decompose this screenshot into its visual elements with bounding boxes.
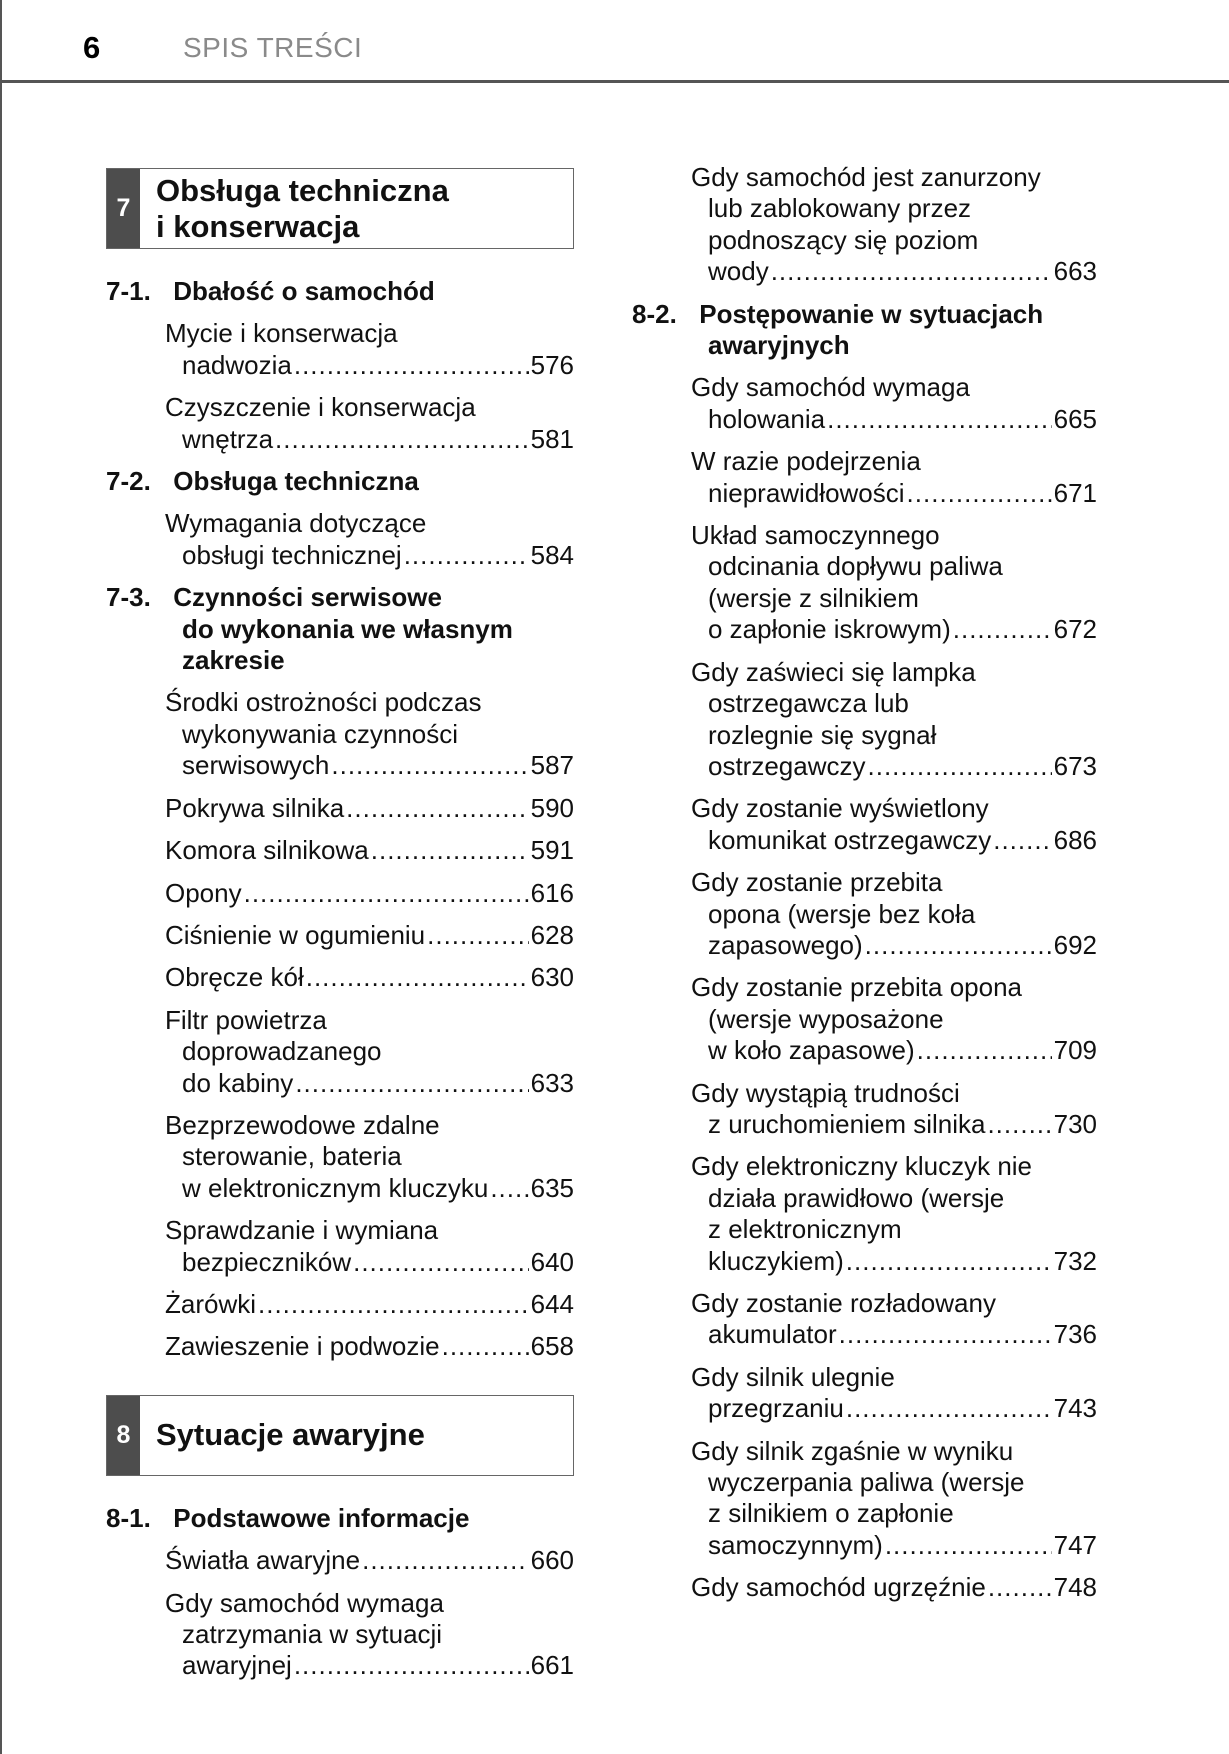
- toc-entry-text: wody: [708, 256, 769, 287]
- toc-entry[interactable]: [632, 1078, 1097, 1141]
- toc-entry-text: komunikat ostrzegawczy: [708, 824, 992, 855]
- toc-entry-line: [691, 825, 1097, 856]
- toc-entry-line: [691, 1246, 1097, 1277]
- toc-entry-text: Obręcze kół: [165, 962, 304, 993]
- section-heading-8-1[interactable]: [106, 1503, 574, 1534]
- page-ref[interactable]: 590: [530, 792, 574, 823]
- page-ref[interactable]: 576: [530, 349, 574, 380]
- dot-leader: [868, 751, 1052, 782]
- toc-entry-text: akumulator: [708, 1319, 837, 1350]
- toc-entry-line: [691, 1393, 1097, 1424]
- page-edge: [0, 0, 2, 1754]
- section-heading-7-3[interactable]: [106, 582, 574, 676]
- toc-entry[interactable]: [632, 1572, 1097, 1603]
- dot-leader: [294, 1650, 529, 1681]
- section-heading-7-2[interactable]: [106, 466, 574, 497]
- toc-entry-text: Ciśnienie w ogumieniu: [165, 919, 426, 950]
- toc-entry-line: [165, 1005, 574, 1036]
- page-ref[interactable]: 730: [1053, 1108, 1097, 1139]
- page-ref[interactable]: 644: [530, 1288, 574, 1319]
- toc-entry-line: [165, 1289, 574, 1320]
- page-ref[interactable]: 660: [530, 1545, 574, 1576]
- section-title: do wykonania we własnym: [182, 613, 513, 644]
- dot-leader: [993, 825, 1051, 856]
- toc-entry-text: Czyszczenie i konserwacja: [165, 392, 476, 423]
- toc-left-column: [106, 168, 574, 1682]
- section-heading-line: [106, 1503, 574, 1534]
- toc-entry-line: [691, 867, 1097, 898]
- toc-entry[interactable]: [632, 1436, 1097, 1562]
- toc-entry-text: holowania: [708, 403, 826, 434]
- toc-entry[interactable]: [106, 1331, 574, 1362]
- dot-leader: [839, 1319, 1052, 1350]
- chapter-header-8[interactable]: [106, 1395, 574, 1476]
- toc-entry-line: [691, 551, 1097, 582]
- toc-entry[interactable]: [632, 1288, 1097, 1351]
- page-ref[interactable]: 587: [530, 750, 574, 781]
- toc-entry-line: [691, 520, 1097, 551]
- toc-entry-line: [691, 372, 1097, 403]
- dot-leader: [258, 1289, 529, 1320]
- toc-entry-text: odcinania dopływu paliwa: [708, 551, 1003, 582]
- page-ref[interactable]: 581: [530, 423, 574, 454]
- toc-entry-line: [691, 1498, 1097, 1529]
- page-ref[interactable]: 736: [1053, 1319, 1097, 1350]
- page-ref[interactable]: 661: [530, 1650, 574, 1681]
- toc-entry-text: zapasowego): [708, 929, 863, 960]
- section-heading-line: [106, 645, 574, 676]
- toc-entry-line: [691, 162, 1097, 193]
- page-ref[interactable]: 748: [1053, 1572, 1097, 1603]
- toc-entry-line: [691, 793, 1097, 824]
- toc-entry-text: W razie podejrzenia: [691, 446, 921, 477]
- dot-leader: [771, 256, 1052, 287]
- section-number: 8-2.: [632, 298, 677, 329]
- section-heading-7-1[interactable]: [106, 276, 574, 307]
- toc-entry-text: Filtr powietrza: [165, 1004, 327, 1035]
- toc-entry[interactable]: [106, 1110, 574, 1204]
- chapter-title-line: i konserwacja: [156, 208, 360, 244]
- dot-leader: [953, 614, 1052, 645]
- dot-leader: [865, 930, 1052, 961]
- page-ref[interactable]: 591: [530, 835, 574, 866]
- toc-entry[interactable]: [106, 687, 574, 781]
- toc-entry-text: bezpieczników: [182, 1246, 352, 1277]
- section-title: Postępowanie w sytuacjach: [699, 298, 1044, 329]
- header-divider: [0, 80, 1229, 83]
- toc-entry-text: wykonywania czynności: [182, 718, 459, 749]
- dot-leader: [827, 404, 1052, 435]
- page-ref[interactable]: 640: [530, 1246, 574, 1277]
- toc-entry-line: [691, 1362, 1097, 1393]
- dot-leader: [275, 424, 529, 455]
- toc-entry-line: [691, 1078, 1097, 1109]
- toc-entry[interactable]: [632, 972, 1097, 1066]
- toc-entry-text: Gdy wystąpią trudności: [691, 1077, 960, 1108]
- toc-entry[interactable]: [632, 657, 1097, 783]
- toc-entry-line: [165, 1545, 574, 1576]
- dot-leader: [404, 540, 529, 571]
- toc-entry-text: Sprawdzanie i wymiana: [165, 1215, 439, 1246]
- chapter-title-line: Obsługa techniczna: [156, 172, 449, 208]
- section-title: Czynności serwisowe: [173, 582, 442, 613]
- chapter-title-line: Sytuacje awaryjne: [156, 1417, 425, 1453]
- toc-entry-text: opona (wersje bez koła: [708, 898, 976, 929]
- toc-entry-line: [165, 1331, 574, 1362]
- toc-entry-line: [165, 719, 574, 750]
- toc-entry-line: [165, 687, 574, 718]
- page-ref[interactable]: 692: [1053, 929, 1097, 960]
- page-ref[interactable]: 672: [1053, 614, 1097, 645]
- section-number: 7-3.: [106, 582, 151, 613]
- toc-entry[interactable]: [106, 318, 574, 381]
- toc-entry-text: (wersje wyposażone: [708, 1003, 944, 1034]
- dot-leader: [885, 1530, 1052, 1561]
- dot-leader: [427, 920, 528, 951]
- dot-leader: [331, 750, 528, 781]
- toc-entry-text: Gdy zostanie rozładowany: [691, 1288, 996, 1318]
- toc-entry[interactable]: [106, 1005, 574, 1099]
- dot-leader: [346, 793, 528, 824]
- toc-entry-line: [165, 793, 574, 824]
- page-ref[interactable]: 673: [1053, 750, 1097, 781]
- toc-entry-line: [691, 688, 1097, 719]
- toc-entry-line: [165, 1173, 574, 1204]
- toc-entry-text: w koło zapasowe): [708, 1035, 915, 1066]
- toc-entry-line: [165, 878, 574, 909]
- toc-entry-line: [691, 1214, 1097, 1245]
- toc-entry-line: [691, 751, 1097, 782]
- section-heading-line: [632, 330, 1097, 361]
- page-number: 6: [83, 30, 101, 65]
- toc-entry-line: [691, 193, 1097, 224]
- toc-entry-text: kluczykiem): [708, 1245, 844, 1276]
- toc-entry-line: [165, 1650, 574, 1681]
- toc-entry-line: [165, 424, 574, 455]
- toc-entry-text: podnoszący się poziom: [708, 224, 979, 255]
- page-ref[interactable]: 628: [530, 919, 574, 950]
- toc-entry-line: [691, 1436, 1097, 1467]
- toc-entry[interactable]: [632, 520, 1097, 646]
- toc-entry-text: zatrzymania w sytuacji: [182, 1619, 443, 1649]
- section-heading-line: [106, 466, 574, 497]
- toc-entry-line: [165, 1247, 574, 1278]
- toc-entry-text: do kabiny: [182, 1067, 294, 1098]
- toc-entry-line: [691, 930, 1097, 961]
- section-title: Dbałość o samochód: [173, 276, 435, 306]
- dot-leader: [294, 350, 529, 381]
- toc-entry-line: [165, 508, 574, 539]
- toc-entry-line: [691, 899, 1097, 930]
- toc-entry[interactable]: [632, 1362, 1097, 1425]
- page-ref[interactable]: 663: [1053, 256, 1097, 287]
- toc-entry-line: [165, 1110, 574, 1141]
- section-heading-line: [106, 582, 574, 613]
- toc-entry-line: [691, 657, 1097, 688]
- toc-entry-line: [165, 1619, 574, 1650]
- dot-leader: [362, 1545, 529, 1576]
- toc-entry-text: (wersje z silnikiem: [708, 582, 919, 613]
- chapter-title: [140, 1396, 425, 1475]
- toc-entry[interactable]: [632, 793, 1097, 856]
- page-ref[interactable]: 616: [530, 877, 574, 908]
- toc-entry-line: [165, 835, 574, 866]
- toc-entry-text: Żarówki: [165, 1288, 257, 1319]
- dot-leader: [917, 1035, 1052, 1066]
- section-title: Podstawowe informacje: [173, 1502, 470, 1533]
- section-heading-line: [632, 299, 1097, 330]
- toc-entry-text: w elektronicznym kluczyku: [182, 1172, 489, 1203]
- toc-entry-text: Gdy elektroniczny kluczyk nie: [691, 1151, 1033, 1182]
- toc-entry-line: [691, 720, 1097, 751]
- toc-entry-text: samoczynnym): [708, 1529, 883, 1560]
- toc-entry[interactable]: [106, 1588, 574, 1682]
- toc-entry-text: Bezprzewodowe zdalne: [165, 1109, 440, 1140]
- toc-entry-text: Gdy samochód ugrzęźnie: [691, 1572, 986, 1603]
- toc-entry-line: [165, 1215, 574, 1246]
- page-title: SPIS TREŚCI: [183, 32, 363, 63]
- toc-entry-line: [691, 583, 1097, 614]
- toc-entry[interactable]: [106, 878, 574, 909]
- toc-entry-text: działa prawidłowo (wersje: [708, 1182, 1005, 1213]
- dot-leader: [306, 962, 529, 993]
- toc-entry-text: obsługi technicznej: [182, 539, 402, 570]
- toc-entry[interactable]: [106, 392, 574, 455]
- toc-entry-line: [691, 404, 1097, 435]
- dot-leader: [442, 1331, 529, 1362]
- dot-leader: [490, 1173, 528, 1204]
- page-ref[interactable]: 665: [1053, 403, 1097, 434]
- toc-entry-text: doprowadzanego: [182, 1036, 382, 1067]
- section-heading-8-2[interactable]: [632, 299, 1097, 362]
- page-ref[interactable]: 747: [1053, 1529, 1097, 1560]
- toc-entry-line: [691, 1004, 1097, 1035]
- toc-entry-text: Światła awaryjne: [165, 1545, 361, 1576]
- toc-entry-text: Gdy zostanie przebita opona: [691, 972, 1022, 1003]
- toc-entry-text: Gdy samochód wymaga: [691, 372, 970, 403]
- toc-entry[interactable]: [632, 867, 1097, 961]
- chapter-title: [140, 169, 449, 248]
- toc-entry-line: [165, 1588, 574, 1619]
- toc-entry-line: [691, 1530, 1097, 1561]
- dot-leader: [988, 1572, 1052, 1603]
- section-number: 7-1.: [106, 276, 151, 306]
- toc-entry[interactable]: [106, 793, 574, 824]
- toc-entry-line: [165, 1141, 574, 1172]
- toc-entry-text: przegrzaniu: [708, 1393, 844, 1424]
- toc-entry-text: Gdy samochód wymaga: [165, 1587, 444, 1618]
- toc-entry-line: [165, 318, 574, 349]
- toc-entry-line: [165, 392, 574, 423]
- page-ref[interactable]: 633: [530, 1067, 574, 1098]
- dot-leader: [295, 1068, 528, 1099]
- section-title: awaryjnych: [708, 330, 850, 361]
- toc-entry-text: ostrzegawczy: [708, 750, 866, 781]
- toc-entry-text: Komora silnikowa: [165, 835, 369, 866]
- toc-entry-text: wyczerpania paliwa (wersje: [708, 1467, 1025, 1498]
- chapter-header-7[interactable]: [106, 168, 574, 249]
- toc-entry-text: Zawieszenie i podwozie: [165, 1331, 440, 1362]
- toc-entry-text: ostrzegawcza lub: [708, 688, 909, 719]
- toc-entry-text: o zapłonie iskrowym): [708, 614, 951, 645]
- toc-entry-line: [165, 750, 574, 781]
- toc-entry-text: rozlegnie się sygnał: [708, 719, 937, 750]
- toc-entry-text: Opony: [165, 877, 242, 908]
- section-title: Obsługa techniczna: [173, 466, 419, 497]
- toc-entry-text: Mycie i konserwacja: [165, 318, 398, 349]
- toc-entry-text: awaryjnej: [182, 1650, 292, 1681]
- toc-entry-line: [691, 478, 1097, 509]
- toc-entry-line: [691, 1319, 1097, 1350]
- toc-entry[interactable]: [106, 1289, 574, 1320]
- toc-entry-text: z silnikiem o zapłonie: [708, 1498, 954, 1529]
- toc-entry[interactable]: [106, 1215, 574, 1278]
- dot-leader: [907, 478, 1052, 509]
- section-number: 8-1.: [106, 1502, 151, 1533]
- page-ref[interactable]: 671: [1053, 477, 1097, 508]
- toc-entry-line: [165, 1068, 574, 1099]
- toc-entry-line: [691, 446, 1097, 477]
- toc-entry-text: z uruchomieniem silnika: [708, 1108, 986, 1139]
- page-ref[interactable]: 635: [530, 1172, 574, 1203]
- page-ref[interactable]: 584: [530, 539, 574, 570]
- chapter-number: 8: [107, 1396, 140, 1475]
- toc-entry-text: nadwozia: [182, 349, 292, 380]
- toc-entry-line: [691, 225, 1097, 256]
- section-heading-line: [106, 276, 574, 307]
- toc-entry-line: [165, 962, 574, 993]
- toc-entry-text: Środki ostrożności podczas: [165, 687, 482, 718]
- toc-entry-text: wnętrza: [182, 423, 274, 454]
- toc-entry-text: z elektronicznym: [708, 1214, 902, 1245]
- toc-entry-text: serwisowych: [182, 750, 330, 781]
- dot-leader: [371, 835, 529, 866]
- toc-entry[interactable]: [632, 162, 1097, 288]
- toc-entry[interactable]: [632, 446, 1097, 509]
- page-ref[interactable]: 709: [1053, 1035, 1097, 1066]
- toc-entry-text: lub zablokowany przez: [708, 193, 972, 224]
- section-title: zakresie: [182, 645, 285, 676]
- toc-entry-line: [691, 1109, 1097, 1140]
- toc-entry[interactable]: [106, 1545, 574, 1576]
- toc-entry-text: Gdy silnik zgaśnie w wyniku: [691, 1435, 1014, 1466]
- toc-right-column: [632, 162, 1097, 1604]
- toc-entry-line: [165, 920, 574, 951]
- toc-entry-text: Gdy zostanie przebita: [691, 867, 943, 898]
- toc-entry-line: [691, 1151, 1097, 1182]
- toc-entry-line: [691, 1035, 1097, 1066]
- toc-entry-line: [691, 1467, 1097, 1498]
- section-number: 7-2.: [106, 466, 151, 497]
- toc-entry-line: [691, 1572, 1097, 1603]
- toc-entry[interactable]: [632, 372, 1097, 435]
- toc-entry-line: [691, 1183, 1097, 1214]
- toc-entry[interactable]: [106, 508, 574, 571]
- toc-entry[interactable]: [106, 920, 574, 951]
- toc-entry[interactable]: [106, 962, 574, 993]
- dot-leader: [244, 878, 529, 909]
- dot-leader: [846, 1393, 1052, 1424]
- toc-entry-line: [691, 614, 1097, 645]
- page-ref[interactable]: 732: [1053, 1245, 1097, 1276]
- toc-entry-text: Gdy zaświeci się lampka: [691, 656, 976, 687]
- toc-entry[interactable]: [106, 835, 574, 866]
- page-ref[interactable]: 630: [530, 962, 574, 993]
- toc-entry-text: Pokrywa silnika: [165, 792, 345, 823]
- page-ref[interactable]: 686: [1053, 824, 1097, 855]
- dot-leader: [353, 1247, 529, 1278]
- toc-entry-text: Gdy silnik ulegnie: [691, 1361, 895, 1392]
- toc-entry-text: nieprawidłowości: [708, 477, 905, 508]
- toc-entry-text: Wymagania dotyczące: [165, 508, 427, 539]
- toc-entry-line: [691, 1288, 1097, 1319]
- page-ref[interactable]: 743: [1053, 1393, 1097, 1424]
- toc-entry-text: Gdy samochód jest zanurzony: [691, 162, 1041, 192]
- toc-entry-text: Gdy zostanie wyświetlony: [691, 793, 989, 824]
- dot-leader: [987, 1109, 1051, 1140]
- dot-leader: [846, 1246, 1052, 1277]
- toc-entry[interactable]: [632, 1151, 1097, 1277]
- section-heading-line: [106, 614, 574, 645]
- toc-entry-line: [165, 350, 574, 381]
- page-ref[interactable]: 658: [530, 1331, 574, 1362]
- toc-entry-text: Układ samoczynnego: [691, 520, 940, 551]
- toc-entry-line: [165, 540, 574, 571]
- toc-entry-line: [691, 972, 1097, 1003]
- toc-entry-line: [691, 256, 1097, 287]
- toc-entry-text: sterowanie, bateria: [182, 1141, 402, 1172]
- toc-entry-line: [165, 1036, 574, 1067]
- chapter-number: 7: [107, 169, 140, 248]
